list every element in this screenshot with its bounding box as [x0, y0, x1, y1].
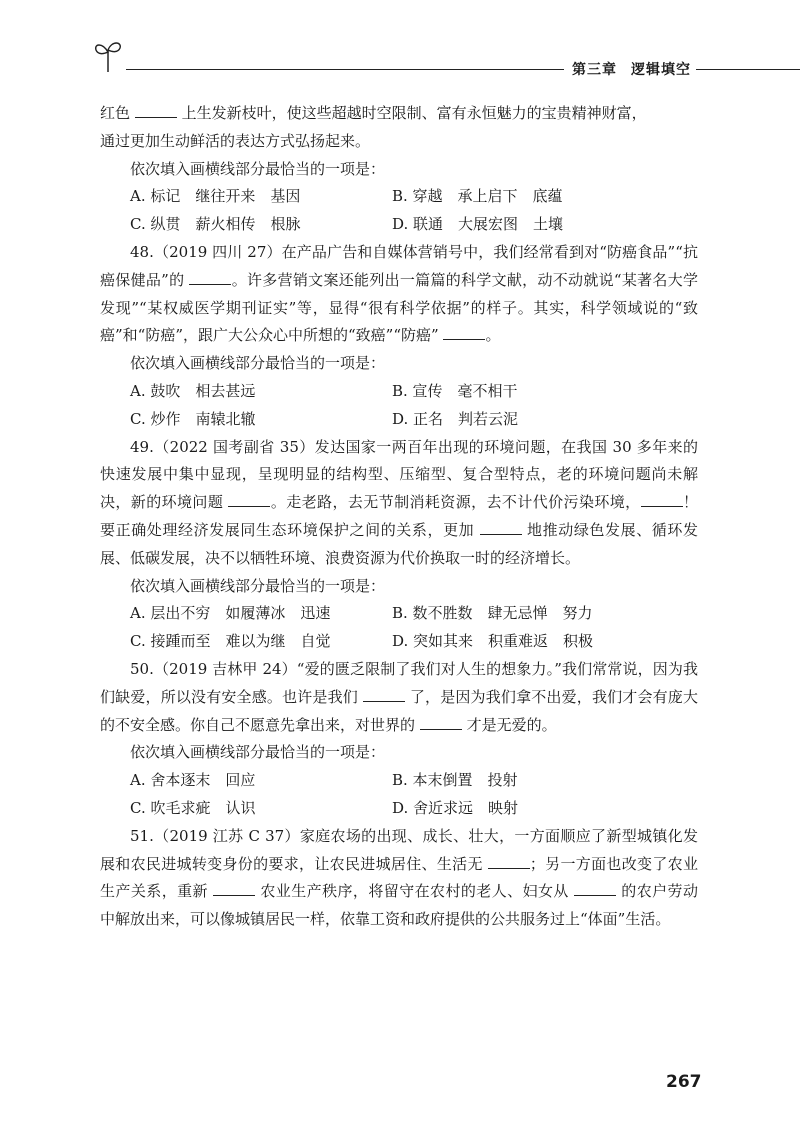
option-c: C. 炒作 南辕北辙 — [130, 409, 256, 428]
option-row — [100, 795, 698, 823]
question-49 — [100, 434, 698, 656]
option-a: A. 鼓吹 相去甚远 — [130, 381, 256, 400]
question-text: 。走老路，去无节制消耗资源，去不计代价污染环境， — [270, 493, 641, 512]
answer-blank — [574, 881, 616, 896]
question-text: 48.（2019 四川 27）在产品广告和自媒体营销号中，我们经常看到对“防癌食品”“抗癌保健品”的 — [100, 242, 698, 289]
answer-blank — [488, 854, 530, 869]
option-d: D. 突如其来 积重难返 积极 — [392, 632, 594, 651]
page-content — [100, 100, 698, 934]
chapter-title: 逻辑填空 — [631, 62, 691, 78]
page-number: 267 — [666, 1072, 702, 1092]
answer-blank — [135, 103, 177, 118]
answer-blank — [420, 715, 462, 730]
question-50 — [100, 656, 698, 823]
question-text: 。 — [485, 326, 501, 345]
option-row — [100, 183, 698, 211]
option-c: C. 纵贯 薪火相传 根脉 — [130, 215, 301, 234]
question-prompt: 依次填入画横线部分最恰当的一项是： — [130, 743, 386, 762]
option-c: C. 吹毛求疵 认识 — [130, 798, 256, 817]
question-text: 。许多营销文案还能列出一篇篇的科学文献，动不动就说“某著名大学发现”“某权威医学期刊证实”等，显得“很有科学依据”的样子。其实，科学领域说的“致癌”和“防癌”，跟广大公众心中所想的“致癌”“防癌” — [100, 270, 698, 345]
option-row — [100, 211, 698, 239]
question-text: ；另一方面也改变了农业生产关系，重新 — [100, 854, 698, 901]
question-prompt: 依次填入画横线部分最恰当的一项是： — [130, 354, 386, 373]
header-rule-right — [696, 69, 800, 70]
option-b: B. 穿越 承上启下 底蕴 — [392, 187, 563, 206]
intro-text-a: 红色 — [100, 104, 131, 122]
question-text: 的农户劳动中解放出来，可以像城镇居民一样，依靠工资和政府提供的公共服务过上“体面”生活。 — [100, 882, 698, 929]
answer-blank — [443, 325, 485, 340]
question-51 — [100, 823, 698, 934]
chapter-heading — [572, 59, 691, 79]
option-b: B. 本末倒置 投射 — [392, 771, 518, 790]
sprout-icon — [92, 36, 124, 74]
question-text: 农业生产秩序，将留守在农村的老人、妇女从 — [260, 882, 569, 901]
question-text: 51.（2019 江苏 C 37）家庭农场的出现、成长、壮大，一方面顺应了新型城镇化发展和农民进城转变身份的要求，让农民进城居住、生活无 — [100, 826, 698, 873]
question-48 — [100, 239, 698, 434]
option-row — [100, 767, 698, 795]
answer-blank — [480, 520, 522, 535]
answer-blank — [213, 881, 255, 896]
answer-blank — [228, 492, 270, 507]
intro-text-c: 通过更加生动鲜活的表达方式弘扬起来。 — [100, 131, 371, 150]
page-header — [92, 36, 712, 80]
question-prompt: 依次填入画横线部分最恰当的一项是： — [130, 159, 386, 178]
question-text: 49.（2022 国考副省 35）发达国家一两百年出现的环境问题，在我国 30 多年来的快速发展中集中显现，呈现明显的结构型、压缩型、复合型特点，老的环境问题尚未解决，新的环境问题 — [100, 437, 698, 512]
option-b: B. 宣传 毫不相干 — [392, 381, 518, 400]
chapter-number: 第三章 — [572, 62, 617, 78]
question-text: 50.（2019 吉林甲 24）“爱的匮乏限制了我们对人生的想象力。”我们常常说，因为我们缺爱，所以没有安全感。也许是我们 — [100, 659, 698, 706]
answer-blank — [363, 687, 405, 702]
question-prompt: 依次填入画横线部分最恰当的一项是： — [130, 576, 386, 595]
option-a: A. 标记 继往开来 基因 — [130, 187, 301, 206]
answer-blank — [189, 270, 231, 285]
option-row — [100, 600, 698, 628]
question-text: 了，是因为我们拿不出爱，我们才会有庞大的不安全感。你自己不愿意先拿出来，对世界的 — [100, 687, 698, 734]
option-a: A. 层出不穷 如履薄冰 迅速 — [130, 604, 331, 623]
option-b: B. 数不胜数 肆无忌惮 努力 — [392, 604, 593, 623]
option-a: A. 舍本逐末 回应 — [130, 771, 256, 790]
option-d: D. 联通 大展宏图 土壤 — [392, 215, 564, 234]
question-text: 才是无爱的。 — [466, 715, 557, 734]
intro-text-b: 上生发新枝叶，使这些超越时空限制、富有永恒魅力的宝贵精神财富， — [181, 104, 647, 122]
question-text: 地推动绿色发展、循环发展、低碳发展，决不以牺牲环境、浪费资源为代价换取一时的经济增长。 — [100, 520, 698, 567]
option-c: C. 接踵而至 难以为继 自觉 — [130, 632, 331, 651]
option-d: D. 舍近求远 映射 — [392, 798, 519, 817]
option-row — [100, 628, 698, 656]
header-rule-left — [126, 69, 564, 70]
question-text: ！要正确处理经济发展同生态环境保护之间的关系，更加 — [100, 493, 698, 539]
answer-blank — [641, 492, 683, 507]
option-row — [100, 378, 698, 406]
option-d: D. 正名 判若云泥 — [392, 409, 519, 428]
option-row — [100, 406, 698, 434]
intro-passage — [100, 100, 698, 239]
